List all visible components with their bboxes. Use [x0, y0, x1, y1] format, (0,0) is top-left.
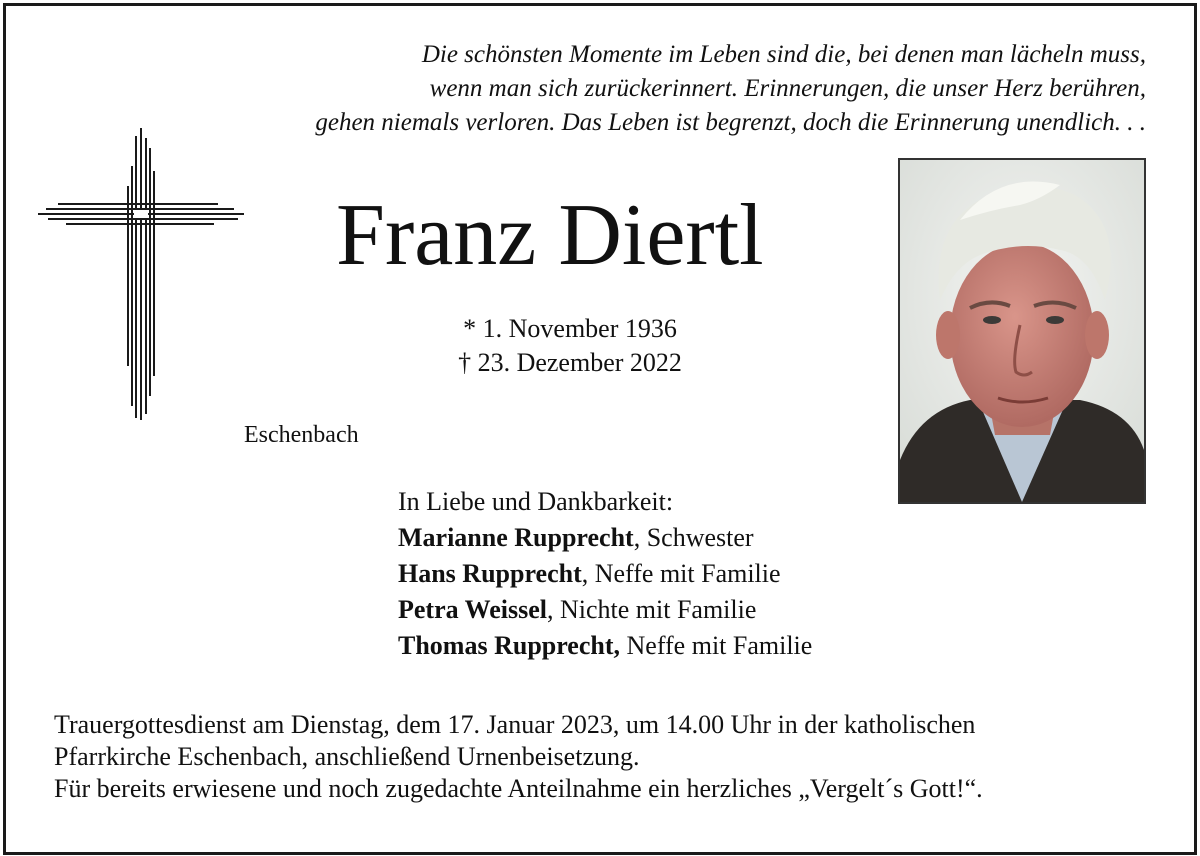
mourner-name: Hans Rupprecht: [398, 559, 582, 588]
quote-line: gehen niemals verloren. Das Leben ist begrenzt, doch die Erinnerung unendlich. . .: [315, 109, 1146, 136]
deceased-name: Franz Diertl: [336, 187, 764, 284]
quote-line: wenn man sich zurückerinnert. Erinnerungen, die unser Herz berühren,: [429, 75, 1146, 102]
mourners-intro: In Liebe und Dankbarkeit:: [398, 487, 674, 516]
mourner-relation: , Schwester: [633, 523, 754, 552]
mourner-entry: [398, 592, 812, 628]
life-dates: [440, 312, 700, 380]
mourner-name: Marianne Rupprecht: [398, 523, 634, 552]
mourners-list: [398, 484, 812, 664]
service-line: Für bereits erwiesene und noch zugedachte Anteilnahme ein herzliches „Vergelt´s Gott!“.: [54, 774, 983, 803]
mourner-name: Thomas Rupprecht,: [398, 631, 621, 660]
mourner-relation: Neffe mit Familie: [620, 631, 813, 660]
birth-date: * 1. November 1936: [463, 314, 677, 343]
death-date: † 23. Dezember 2022: [458, 348, 682, 377]
quote-line: Die schönsten Momente im Leben sind die, bei denen man lächeln muss,: [421, 41, 1146, 68]
cross-icon: [38, 126, 244, 420]
mourner-entry: [398, 556, 812, 592]
mourner-name: Petra Weissel: [398, 595, 547, 624]
funeral-service-info: [54, 709, 983, 805]
portrait-photo: [898, 158, 1146, 504]
mourner-entry: [398, 520, 812, 556]
mourner-relation: , Neffe mit Familie: [581, 559, 781, 588]
place-of-residence: Eschenbach: [244, 422, 359, 448]
memorial-quote: [315, 38, 1146, 140]
mourner-entry: [398, 628, 812, 664]
service-line: Trauergottesdienst am Dienstag, dem 17. Januar 2023, um 14.00 Uhr in der katholischen: [54, 710, 976, 739]
mourner-relation: , Nichte mit Familie: [546, 595, 757, 624]
service-line: Pfarrkirche Eschenbach, anschließend Urnenbeisetzung.: [54, 742, 640, 771]
